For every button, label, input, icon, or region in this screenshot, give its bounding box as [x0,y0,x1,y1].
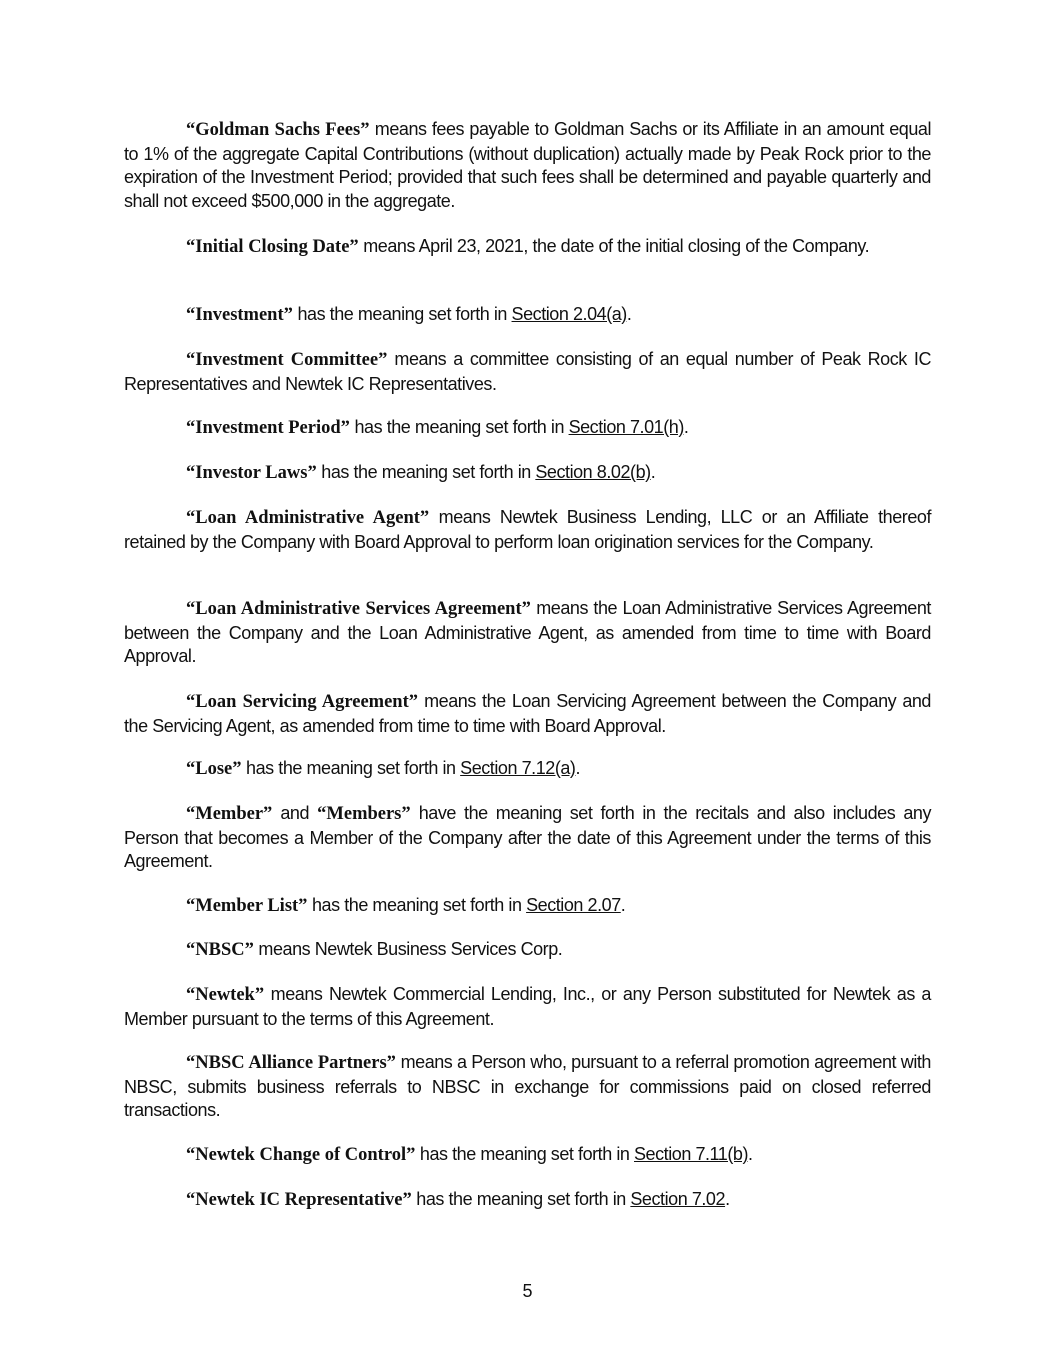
definition-text: means Newtek Commercial Lending, Inc., or any Person substituted for Newtek as a Member pursuant to the terms of this Agreement. [124,984,931,1029]
section-reference-link[interactable]: Section 7.12(a) [460,758,576,778]
defined-term: “Goldman Sachs Fees” [186,120,370,140]
definition-text: means the Loan Administrative Services Agreement between the Company and the Loan Administrative Agent, as amended from time to time with Board Approval. [124,598,931,666]
definition-paragraph [124,757,931,782]
definition-text: has the meaning set forth in [307,895,527,915]
definition-paragraph [124,938,931,963]
defined-term: “Loan Administrative Agent” [186,508,430,528]
defined-term: “Newtek Change of Control” [186,1145,416,1165]
defined-term: “Members” [317,804,411,824]
defined-term: “Member List” [186,896,308,916]
defined-term: “Loan Administrative Services Agreement” [186,599,531,619]
definition-text: has the meaning set forth in [292,304,512,324]
punctuation: . [575,758,581,778]
defined-term: “Newtek” [186,985,265,1005]
punctuation: . [620,895,626,915]
section-reference-link[interactable]: Section 8.02(b) [535,462,651,482]
punctuation: . [725,1189,730,1209]
definition-paragraph [124,802,931,874]
section-reference-link[interactable]: Section 2.04(a) [511,304,627,324]
definition-text: has the meaning set forth in [316,462,536,482]
definition-paragraph [124,118,931,213]
definition-paragraph [124,506,931,554]
defined-term: “NBSC” [186,940,254,960]
definition-text: means Newtek Business Services Corp. [253,939,563,959]
definition-text: has the meaning set forth in [241,758,461,778]
definition-text: has the meaning set forth in [415,1144,634,1164]
punctuation: . [748,1144,753,1164]
definition-text: means a Person who, pursuant to a referral promotion agreement with NBSC, submits business referrals to NBSC in exchange for commissions paid on closed referred transactions. [124,1052,931,1120]
definition-paragraph [124,1188,931,1213]
defined-term: “Investment Period” [186,418,350,438]
definition-text: means Newtek Business Lending, LLC or an Affiliate thereof retained by the Company with Board Approval to perform loan origination services for the Company. [124,507,931,552]
definition-text: have the meaning set forth in the recitals and also includes any Person that becomes a Member of the Company after the date of this Agreement under the terms of this Agreement. [124,803,931,871]
punctuation: . [683,417,689,437]
defined-term: “Investment” [186,305,293,325]
definition-paragraph [124,461,931,486]
section-reference-link[interactable]: Section 7.02 [630,1189,726,1209]
definition-text: means the Loan Servicing Agreement between the Company and the Servicing Agent, as amended from time to time with Board Approval. [124,691,931,736]
definition-paragraph [124,303,931,328]
definition-text: means fees payable to Goldman Sachs or its Affiliate in an amount equal to 1% of the aggregate Capital Contributions (without duplication) actually made by Peak Rock prior to the expiration of the Investment Period; provided that such fees shall be determined and payable quarterly and shall not exceed $500,000 in the aggregate. [124,119,931,211]
defined-term: “Member” [186,804,273,824]
defined-term: “Lose” [186,759,242,779]
definition-text: means April 23, 2021, the date of the initial closing of the Company. [358,236,870,256]
section-reference-link[interactable]: Section 7.01(h) [568,417,684,437]
defined-term: “Newtek IC Representative” [186,1190,412,1210]
section-reference-link[interactable]: Section 2.07 [526,895,621,915]
section-reference-link[interactable]: Section 7.11(b) [634,1144,748,1164]
definition-paragraph [124,235,931,260]
definition-text: means a committee consisting of an equal number of Peak Rock IC Representatives and Newtek IC Representatives. [124,349,931,394]
definition-text: and [272,803,318,823]
definition-paragraph [124,1051,931,1123]
defined-term: “Loan Servicing Agreement” [186,692,418,712]
definition-text: has the meaning set forth in [349,417,569,437]
punctuation: . [650,462,656,482]
definition-text: has the meaning set forth in [411,1189,631,1209]
definition-paragraph [124,348,931,396]
page-number: 5 [522,1281,533,1301]
definition-paragraph [124,1143,931,1168]
defined-term: “NBSC Alliance Partners” [186,1053,396,1073]
defined-term: “Investor Laws” [186,463,317,483]
definition-paragraph [124,894,931,919]
defined-term: “Initial Closing Date” [186,237,359,257]
definition-paragraph [124,983,931,1031]
definition-paragraph [124,597,931,669]
defined-term: “Investment Committee” [186,350,388,370]
definition-paragraph [124,690,931,738]
punctuation: . [626,304,632,324]
definition-paragraph [124,416,931,441]
